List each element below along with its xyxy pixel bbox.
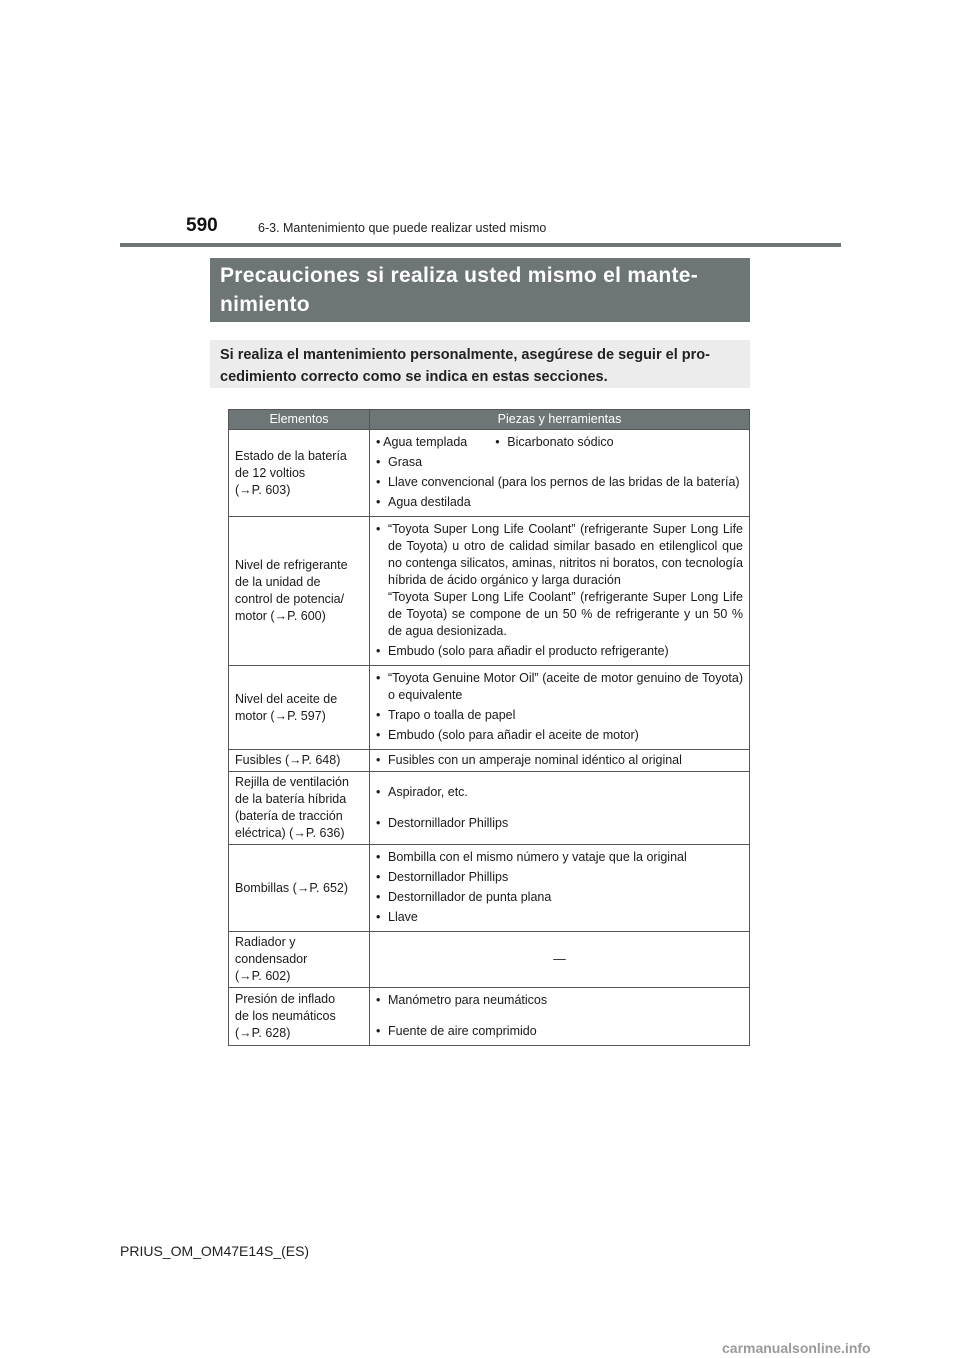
element-line: eléctrica) (→P. 636) (235, 826, 345, 840)
list-item: • Fusibles con un amperaje nominal idéntico al original (376, 752, 743, 769)
element-line: de 12 voltios (235, 465, 306, 480)
list-item: • Destornillador de punta plana (376, 889, 743, 906)
tool-list (376, 849, 743, 926)
list-item: • Llave convencional (para los pernos de las bridas de la batería) (376, 474, 743, 491)
list-item: • Embudo (solo para añadir el aceite de motor) (376, 727, 743, 744)
title-line-2: nimiento (220, 293, 310, 316)
element-line: de la batería híbrida (235, 792, 347, 806)
tool-list (376, 454, 743, 511)
tool-list (376, 992, 743, 1040)
element-line: de los neumáticos (235, 1009, 336, 1023)
page-number: 590 (186, 215, 218, 236)
header-rule (120, 243, 841, 247)
table-row (229, 988, 750, 1046)
table-row (229, 772, 750, 845)
element-line: motor (→P. 597) (235, 708, 326, 723)
element-cell (229, 772, 370, 845)
list-item: • Agua destilada (376, 494, 743, 511)
element-cell (229, 750, 370, 772)
table-row (229, 517, 750, 666)
tool-pair (376, 434, 743, 451)
item-text: • “Toyota Super Long Life Coolant” (refrigerante Super Long Life de Toyota) u otro de calidad similar basado en etilenglicol que no contenga silicatos, aminas, nitritos ni boratos, con tecnología híbrida de ácido orgánico y larga duración (388, 522, 743, 587)
tools-cell (370, 845, 750, 932)
element-line: (→P. 628) (235, 1026, 291, 1040)
element-line: Nivel del aceite de (235, 691, 338, 706)
element-line: (batería de tracción (235, 809, 343, 823)
list-item: • Fuente de aire comprimido (376, 1023, 743, 1040)
tools-cell (370, 750, 750, 772)
list-item (376, 521, 743, 640)
list-item: • Trapo o toalla de papel (376, 707, 743, 724)
column-header-tools: Piezas y herramientas (370, 410, 750, 430)
element-line: Presión de inflado (235, 992, 336, 1006)
table-row (229, 932, 750, 988)
list-item: • Destornillador Phillips (376, 869, 743, 886)
item-subtext: “Toyota Super Long Life Coolant” (refrigerante Super Long Life de Toyota) se compone de un 50 % de refrigerante y un 50 % de agua desionizada. (388, 590, 743, 638)
tools-cell (370, 430, 750, 517)
element-line: Radiador y (235, 935, 296, 949)
tool-list (376, 521, 743, 660)
list-item: • Bombilla con el mismo número y vataje que la original (376, 849, 743, 866)
list-item: • Embudo (solo para añadir el producto refrigerante) (376, 643, 743, 660)
table-header-row (229, 410, 750, 430)
section-label: 6-3. Mantenimiento que puede realizar usted mismo (258, 221, 547, 235)
list-item: • Agua templada (376, 435, 468, 449)
tools-cell (370, 666, 750, 750)
element-line: Fusibles (→P. 648) (235, 753, 341, 767)
list-item: • Aspirador, etc. (376, 784, 743, 801)
element-line: de la unidad de (235, 575, 321, 589)
element-cell (229, 430, 370, 517)
tools-cell (370, 517, 750, 666)
element-line: Bombillas (→P. 652) (235, 880, 349, 895)
title-line-1: Precauciones si realiza usted mismo el mante- (220, 264, 699, 287)
list-item: • Manómetro para neumáticos (376, 992, 743, 1009)
column-header-elements: Elementos (229, 410, 370, 430)
table-row (229, 845, 750, 932)
document-code: PRIUS_OM_OM47E14S_(ES) (120, 1243, 310, 1259)
element-line: Rejilla de ventilación (235, 775, 349, 789)
table-row (229, 430, 750, 517)
intro-note (210, 340, 750, 388)
element-cell (229, 666, 370, 750)
tool-list (376, 784, 743, 832)
table-row (229, 750, 750, 772)
tools-cell (370, 988, 750, 1046)
tools-cell (370, 932, 750, 988)
intro-line-2: cedimiento correcto como se indica en estas secciones. (220, 369, 608, 385)
element-cell (229, 932, 370, 988)
no-tools-dash: — (553, 952, 566, 966)
list-item: • Bicarbonato sódico (495, 434, 613, 451)
intro-line-1: Si realiza el mantenimiento personalmente, asegúrese de seguir el pro- (220, 347, 710, 363)
list-item: • Llave (376, 909, 743, 926)
section-title (210, 258, 750, 322)
list-item: • Grasa (376, 454, 743, 471)
element-cell (229, 517, 370, 666)
element-cell (229, 845, 370, 932)
element-line: (→P. 602) (235, 969, 291, 983)
element-line: Nivel de refrigerante (235, 558, 348, 572)
element-line: (→P. 603) (235, 482, 291, 497)
list-item: • “Toyota Genuine Motor Oil” (aceite de motor genuino de Toyota) o equivalente (376, 670, 743, 704)
tools-table (228, 409, 750, 1046)
element-cell (229, 988, 370, 1046)
element-line: control de potencia/ (235, 592, 345, 606)
element-line: Estado de la batería (235, 448, 347, 463)
tools-cell (370, 772, 750, 845)
table-row (229, 666, 750, 750)
element-line: condensador (235, 952, 308, 966)
tool-list (376, 670, 743, 744)
element-line: motor (→P. 600) (235, 609, 326, 623)
tool-list (376, 752, 743, 769)
watermark: carmanualsonline.info (722, 1340, 871, 1356)
list-item: • Destornillador Phillips (376, 815, 743, 832)
